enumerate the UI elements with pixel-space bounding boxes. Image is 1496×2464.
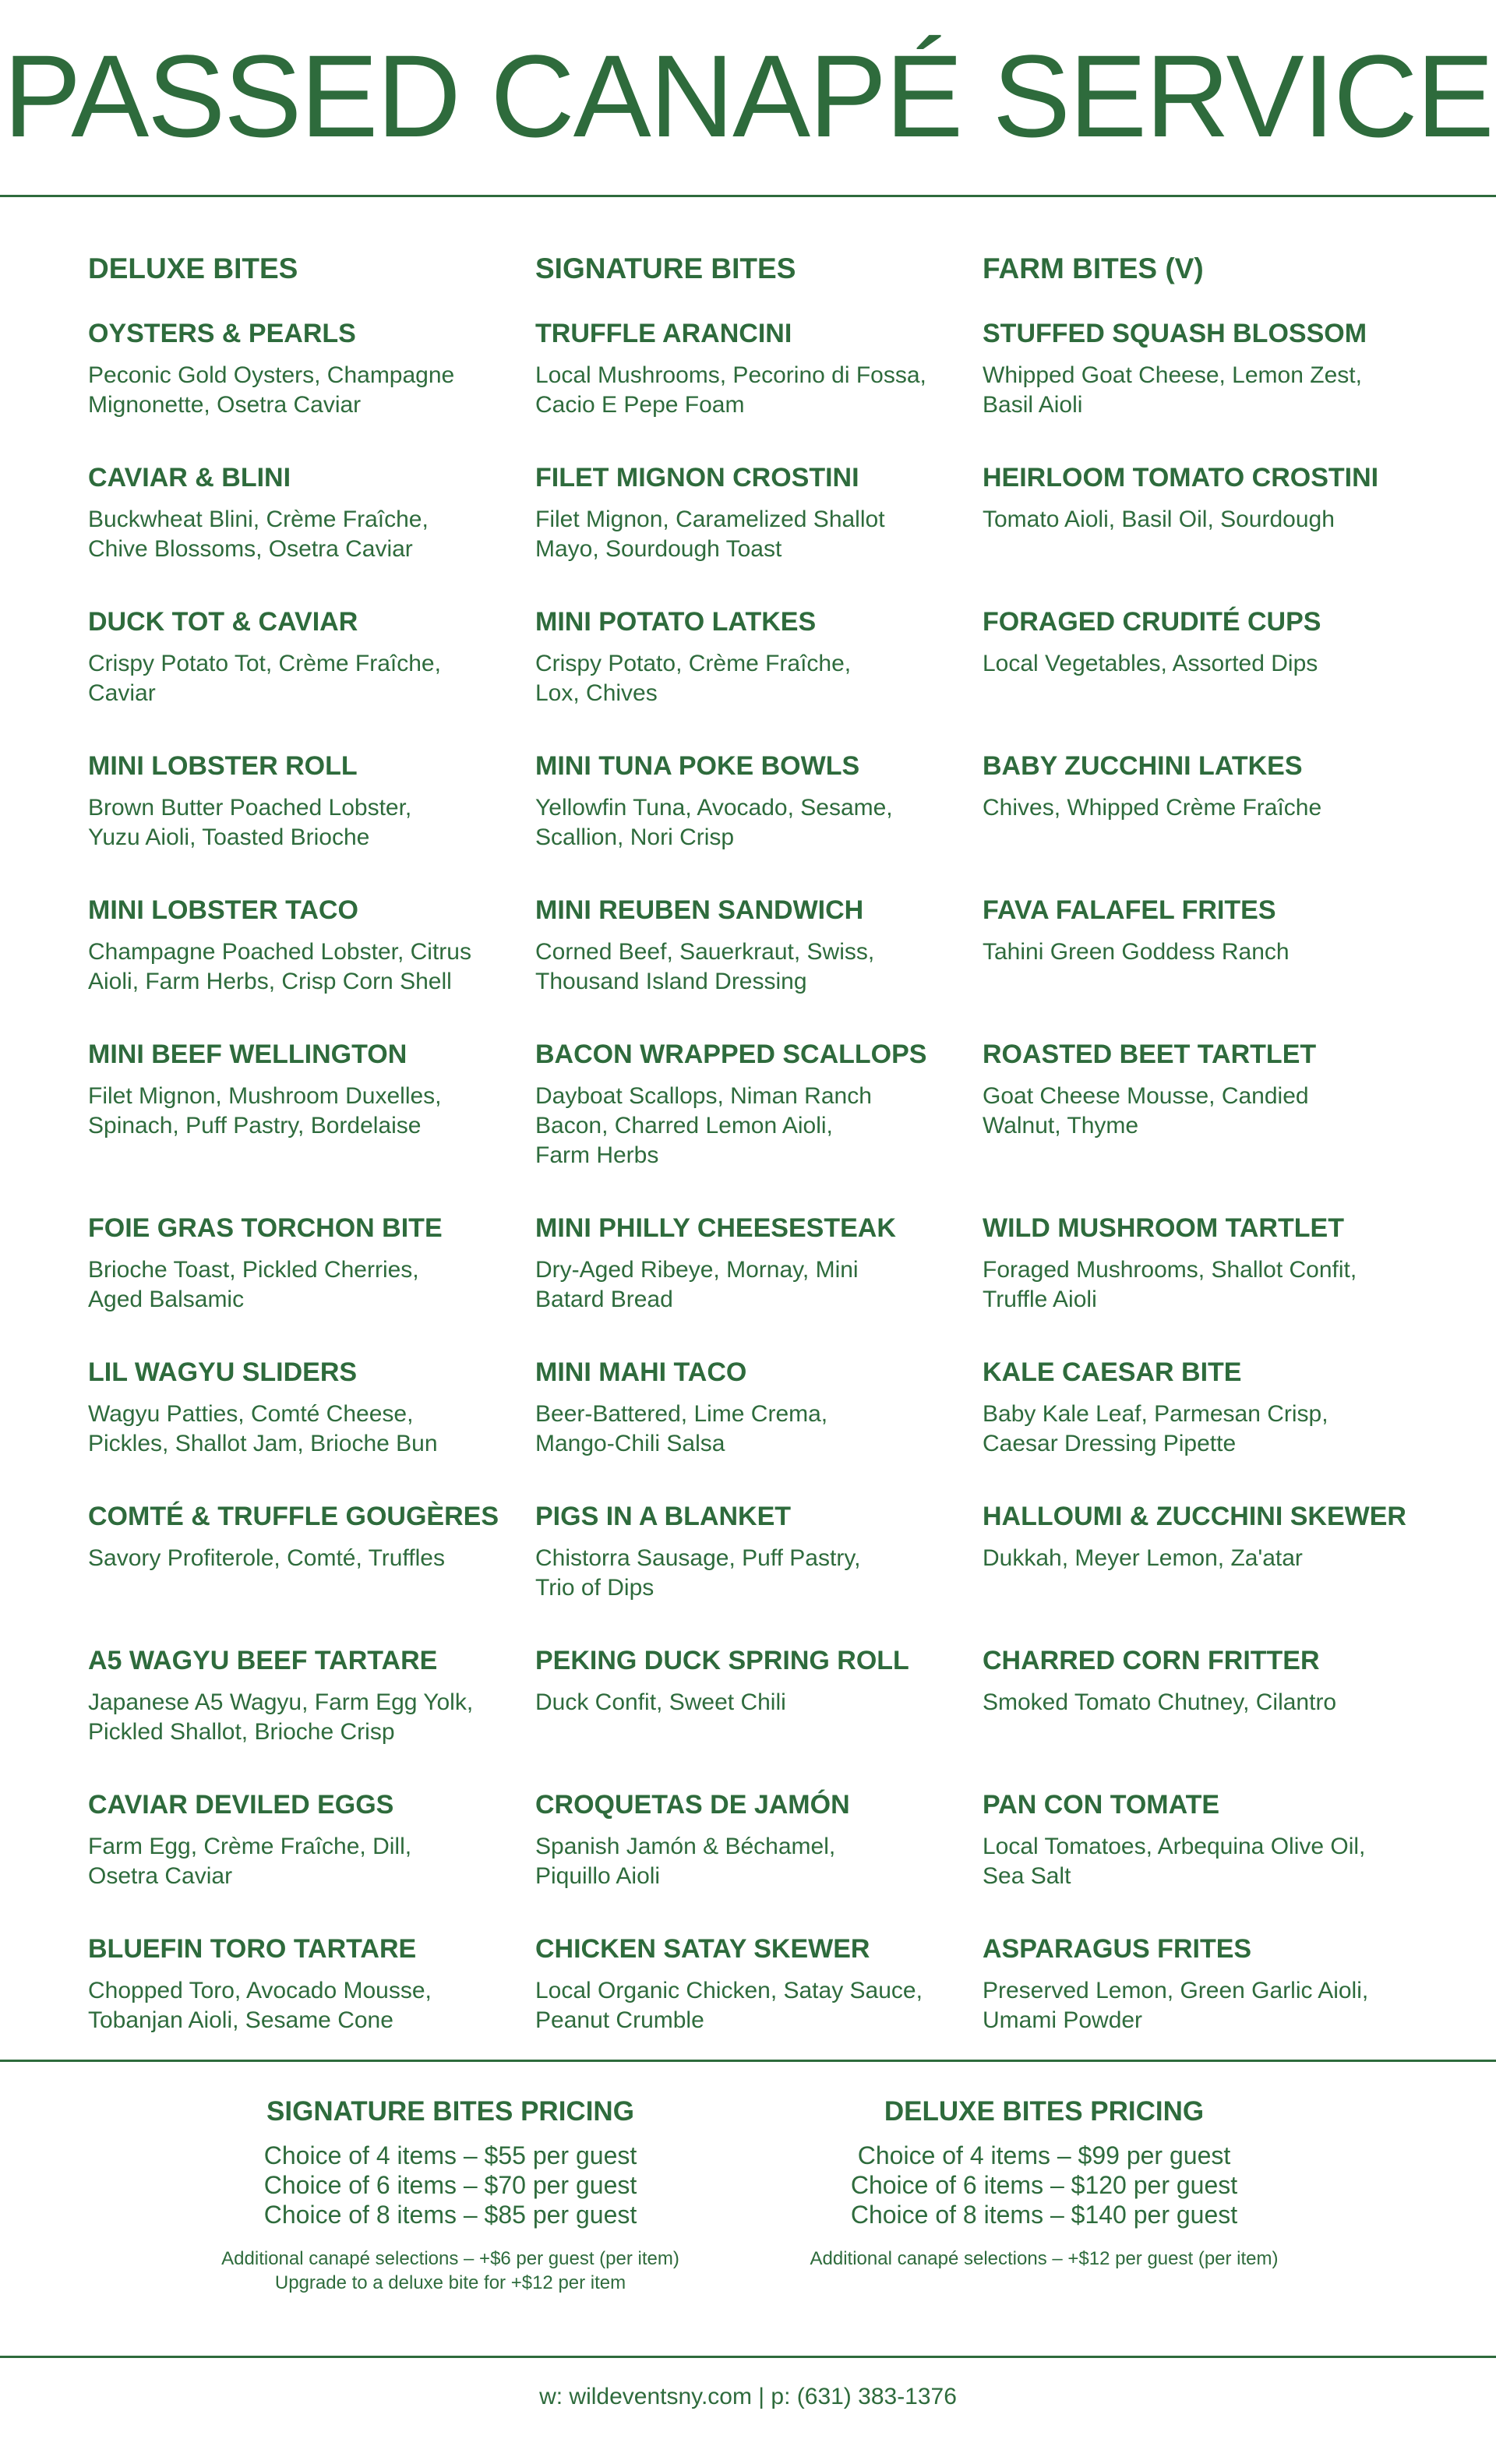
description-line: Caviar	[88, 680, 156, 706]
menu-item-description	[535, 1082, 968, 1170]
menu-item-name: MINI LOBSTER ROLL	[88, 751, 358, 781]
menu-item-description	[88, 1832, 520, 1891]
menu-item-name: CAVIAR & BLINI	[88, 463, 291, 492]
menu-item	[88, 1644, 520, 1747]
menu-item-name: FORAGED CRUDITÉ CUPS	[983, 607, 1321, 637]
menu-item	[983, 1038, 1415, 1170]
description-line: Dukkah, Meyer Lemon, Za'atar	[983, 1545, 1303, 1571]
menu-item-name: COMTÉ & TRUFFLE GOUGÈRES	[88, 1502, 499, 1531]
footer-divider	[0, 2356, 1496, 2358]
menu-item-description	[88, 1688, 520, 1747]
menu-item-description	[983, 505, 1415, 564]
menu-item	[535, 1356, 968, 1459]
menu-item-description	[88, 505, 520, 564]
menu-item-name: PAN CON TOMATE	[983, 1790, 1220, 1820]
description-line: Filet Mignon, Caramelized Shallot	[535, 507, 885, 532]
description-line: Local Mushrooms, Pecorino di Fossa,	[535, 362, 926, 388]
description-line: Peconic Gold Oysters, Champagne	[88, 362, 455, 388]
menu-item	[88, 1788, 520, 1891]
pricing-notes	[748, 2247, 1340, 2271]
description-line: Smoked Tomato Chutney, Cilantro	[983, 1689, 1337, 1715]
description-line: Farm Egg, Crème Fraîche, Dill,	[88, 1834, 412, 1859]
menu-item	[535, 1212, 968, 1315]
menu-item	[88, 1212, 520, 1315]
menu-item-description	[983, 1688, 1415, 1747]
menu-item	[535, 1038, 968, 1170]
menu-item-description	[535, 937, 968, 997]
menu-item-name: BACON WRAPPED SCALLOPS	[535, 1040, 927, 1069]
menu-item	[983, 1356, 1415, 1459]
menu-item-description	[983, 793, 1415, 853]
description-line: Yuzu Aioli, Toasted Brioche	[88, 824, 370, 850]
menu-item-name: OYSTERS & PEARLS	[88, 319, 356, 348]
menu-item-name: MINI TUNA POKE BOWLS	[535, 751, 860, 781]
description-line: Scallion, Nori Crisp	[535, 824, 735, 850]
menu-item-description	[88, 1255, 520, 1315]
description-line: Pickles, Shallot Jam, Brioche Bun	[88, 1431, 438, 1456]
menu-item-description	[535, 1255, 968, 1315]
deluxe-bites-column	[88, 249, 520, 2077]
description-line	[983, 1573, 1415, 1603]
menu-item-description	[88, 1976, 520, 2035]
menu-item-name: LIL WAGYU SLIDERS	[88, 1357, 358, 1387]
menu-item-description	[983, 1400, 1415, 1459]
menu-item	[983, 1933, 1415, 2035]
signature-bites-column	[535, 249, 968, 2077]
menu-item-name: MINI PHILLY CHEESESTEAK	[535, 1213, 896, 1243]
description-line: Foraged Mushrooms, Shallot Confit,	[983, 1257, 1357, 1283]
description-line: Savory Profiterole, Comté, Truffles	[88, 1545, 445, 1571]
menu-item-description	[535, 361, 968, 420]
menu-item-description	[535, 1400, 968, 1459]
description-line: Duck Confit, Sweet Chili	[535, 1689, 786, 1715]
menu-item-description	[983, 1255, 1415, 1315]
contact-footer: w: wildeventsny.com | p: (631) 383-1376	[539, 2384, 957, 2409]
description-line: Japanese A5 Wagyu, Farm Egg Yolk,	[88, 1689, 474, 1715]
menu-item-name: FILET MIGNON CROSTINI	[535, 463, 859, 492]
pricing-note: Additional canapé selections – +$12 per guest (per item)	[810, 2248, 1279, 2269]
menu-item	[88, 317, 520, 420]
menu-item	[983, 1788, 1415, 1891]
menu-item-description	[983, 1976, 1415, 2035]
header-divider	[0, 195, 1496, 197]
menu-item	[983, 317, 1415, 420]
menu-item	[983, 1212, 1415, 1315]
description-line: Dayboat Scallops, Niman Ranch	[535, 1083, 872, 1109]
description-line: Brown Butter Poached Lobster,	[88, 795, 412, 821]
description-line: Champagne Poached Lobster, Citrus	[88, 939, 471, 965]
menu-item-description	[983, 361, 1415, 420]
pricing-title: SIGNATURE BITES PRICING	[266, 2096, 634, 2127]
menu-item-name: HALLOUMI & ZUCCHINI SKEWER	[983, 1502, 1406, 1531]
menu-item-description	[983, 937, 1415, 997]
menu-item-description	[88, 1082, 520, 1170]
menu-item-name: KALE CAESAR BITE	[983, 1357, 1242, 1387]
menu-item-description	[535, 1976, 968, 2035]
menu-item	[535, 750, 968, 853]
description-line: Crispy Potato Tot, Crème Fraîche,	[88, 651, 441, 676]
menu-item-name: MINI REUBEN SANDWICH	[535, 895, 864, 925]
description-line: Chives, Whipped Crème Fraîche	[983, 795, 1322, 821]
description-line: Pickled Shallot, Brioche Crisp	[88, 1719, 395, 1745]
description-line: Chistorra Sausage, Puff Pastry,	[535, 1545, 861, 1571]
menu-item	[983, 750, 1415, 853]
description-line: Whipped Goat Cheese, Lemon Zest,	[983, 362, 1362, 388]
description-line	[88, 1141, 520, 1170]
description-line	[88, 1573, 520, 1603]
menu-item-description	[535, 1688, 968, 1747]
description-line: Local Vegetables, Assorted Dips	[983, 651, 1318, 676]
description-line: Tobanjan Aioli, Sesame Cone	[88, 2007, 393, 2033]
menu-item-name: FOIE GRAS TORCHON BITE	[88, 1213, 443, 1243]
menu-item	[88, 605, 520, 708]
pricing-note: Upgrade to a deluxe bite for +$12 per item	[274, 2272, 626, 2293]
menu-item-description	[88, 649, 520, 708]
menu-item-name: HEIRLOOM TOMATO CROSTINI	[983, 463, 1379, 492]
description-line: Chive Blossoms, Osetra Caviar	[88, 536, 413, 562]
page-title: PASSED CANAPÉ SERVICE	[3, 30, 1493, 161]
menu-item-description	[535, 793, 968, 853]
description-line: Yellowfin Tuna, Avocado, Sesame,	[535, 795, 893, 821]
pricing-title: DELUXE BITES PRICING	[884, 2096, 1205, 2127]
menu-item-name: CHICKEN SATAY SKEWER	[535, 1934, 870, 1964]
description-line: Walnut, Thyme	[983, 1113, 1139, 1138]
menu-item-description	[983, 1082, 1415, 1170]
description-line: Aioli, Farm Herbs, Crisp Corn Shell	[88, 969, 452, 994]
menu-item	[535, 894, 968, 997]
menu-item-description	[535, 505, 968, 564]
description-line: Caesar Dressing Pipette	[983, 1431, 1237, 1456]
menu-item-name: PEKING DUCK SPRING ROLL	[535, 1646, 909, 1675]
description-line: Aged Balsamic	[88, 1287, 245, 1312]
menu-item-description	[535, 1832, 968, 1891]
menu-item	[535, 1788, 968, 1891]
pricing-option: Choice of 6 items – $120 per guest	[850, 2171, 1238, 2199]
description-line: Trio of Dips	[535, 1575, 654, 1601]
description-line: Wagyu Patties, Comté Cheese,	[88, 1401, 414, 1427]
column-title: DELUXE BITES	[88, 252, 298, 284]
description-line	[983, 1141, 1415, 1170]
description-line: Osetra Caviar	[88, 1863, 233, 1889]
menu-item-description	[88, 793, 520, 853]
description-line: Mignonette, Osetra Caviar	[88, 392, 362, 418]
description-line: Crispy Potato, Crème Fraîche,	[535, 651, 852, 676]
menu-item	[88, 1356, 520, 1459]
description-line: Umami Powder	[983, 2007, 1143, 2033]
menu-item-description	[983, 1544, 1415, 1603]
menu-item	[535, 1644, 968, 1747]
pricing-note: Additional canapé selections – +$6 per guest (per item)	[221, 2248, 679, 2269]
menu-item-description	[88, 1544, 520, 1603]
description-line: Bacon, Charred Lemon Aioli,	[535, 1113, 833, 1138]
menu-item-name: BABY ZUCCHINI LATKES	[983, 751, 1303, 781]
menu-item	[535, 1500, 968, 1603]
description-line: Corned Beef, Sauerkraut, Swiss,	[535, 939, 875, 965]
menu-item	[88, 894, 520, 997]
menu-item	[535, 605, 968, 708]
menu-item	[88, 750, 520, 853]
description-line: Dry-Aged Ribeye, Mornay, Mini	[535, 1257, 859, 1283]
description-line: Farm Herbs	[535, 1142, 659, 1168]
description-line: Batard Bread	[535, 1287, 673, 1312]
pricing-divider	[0, 2060, 1496, 2062]
description-line: Lox, Chives	[535, 680, 658, 706]
menu-item-name: CHARRED CORN FRITTER	[983, 1646, 1320, 1675]
description-line: Cacio E Pepe Foam	[535, 392, 745, 418]
menu-item-name: ASPARAGUS FRITES	[983, 1934, 1252, 1964]
menu-item-name: MINI BEEF WELLINGTON	[88, 1040, 408, 1069]
description-line: Buckwheat Blini, Crème Fraîche,	[88, 507, 429, 532]
menu-item-name: MINI LOBSTER TACO	[88, 895, 358, 925]
menu-item	[535, 317, 968, 420]
menu-item-description	[535, 1544, 968, 1603]
description-line: Mango-Chili Salsa	[535, 1431, 725, 1456]
menu-item	[983, 605, 1415, 708]
description-line: Spanish Jamón & Béchamel,	[535, 1834, 836, 1859]
description-line: Filet Mignon, Mushroom Duxelles,	[88, 1083, 442, 1109]
menu-item	[88, 1500, 520, 1603]
description-line: Mayo, Sourdough Toast	[535, 536, 782, 562]
menu-item-name: WILD MUSHROOM TARTLET	[983, 1213, 1344, 1243]
description-line	[983, 967, 1415, 997]
description-line: Tomato Aioli, Basil Oil, Sourdough	[983, 507, 1335, 532]
menu-item	[983, 1500, 1415, 1603]
menu-item	[983, 1644, 1415, 1747]
description-line: Piquillo Aioli	[535, 1863, 661, 1889]
menu-item-name: TRUFFLE ARANCINI	[535, 319, 792, 348]
pricing-option: Choice of 4 items – $55 per guest	[263, 2141, 637, 2169]
pricing-option: Choice of 6 items – $70 per guest	[263, 2171, 637, 2199]
menu-item	[535, 1933, 968, 2035]
menu-item	[983, 894, 1415, 997]
farm-bites-column	[983, 249, 1415, 2077]
deluxe-pricing	[748, 2092, 1340, 2271]
description-line	[983, 1717, 1415, 1747]
description-line	[983, 679, 1415, 708]
menu-item-name: CROQUETAS DE JAMÓN	[535, 1790, 850, 1820]
menu-item-name: BLUEFIN TORO TARTARE	[88, 1934, 417, 1964]
description-line: Truffle Aioli	[983, 1287, 1097, 1312]
pricing-option: Choice of 4 items – $99 per guest	[857, 2141, 1231, 2169]
description-line: Beer-Battered, Lime Crema,	[535, 1401, 828, 1427]
description-line: Local Organic Chicken, Satay Sauce,	[535, 1978, 923, 2003]
description-line: Brioche Toast, Pickled Cherries,	[88, 1257, 419, 1283]
description-line: Thousand Island Dressing	[535, 969, 807, 994]
pricing-option: Choice of 8 items – $140 per guest	[850, 2201, 1238, 2229]
description-line: Tahini Green Goddess Ranch	[983, 939, 1290, 965]
menu-item-name: DUCK TOT & CAVIAR	[88, 607, 358, 637]
description-line: Local Tomatoes, Arbequina Olive Oil,	[983, 1834, 1366, 1859]
menu-item	[88, 461, 520, 564]
column-title: FARM BITES (V)	[983, 252, 1204, 284]
menu-item-name: A5 WAGYU BEEF TARTARE	[88, 1646, 438, 1675]
menu-item-description	[983, 1832, 1415, 1891]
menu-item	[88, 1038, 520, 1170]
menu-item-name: STUFFED SQUASH BLOSSOM	[983, 319, 1367, 348]
menu-item	[88, 1933, 520, 2035]
menu-item	[535, 461, 968, 564]
menu-item-description	[983, 649, 1415, 708]
description-line: Basil Aioli	[983, 392, 1083, 418]
menu-item-description	[535, 649, 968, 708]
menu-item-description	[88, 937, 520, 997]
column-title: SIGNATURE BITES	[535, 252, 796, 284]
description-line: Goat Cheese Mousse, Candied	[983, 1083, 1309, 1109]
description-line: Baby Kale Leaf, Parmesan Crisp,	[983, 1401, 1328, 1427]
menu-item-name: CAVIAR DEVILED EGGS	[88, 1790, 394, 1820]
description-line	[535, 1717, 968, 1747]
menu-item-name: MINI MAHI TACO	[535, 1357, 747, 1387]
description-line: Sea Salt	[983, 1863, 1071, 1889]
menu-item-description	[88, 361, 520, 420]
description-line: Preserved Lemon, Green Garlic Aioli,	[983, 1978, 1369, 2003]
pricing-option: Choice of 8 items – $85 per guest	[263, 2201, 637, 2229]
description-line	[983, 535, 1415, 564]
menu-item-name: ROASTED BEET TARTLET	[983, 1040, 1317, 1069]
signature-pricing	[154, 2092, 746, 2295]
menu-item-name: PIGS IN A BLANKET	[535, 1502, 792, 1531]
menu-item-description	[88, 1400, 520, 1459]
menu-item	[983, 461, 1415, 564]
description-line: Chopped Toro, Avocado Mousse,	[88, 1978, 432, 2003]
description-line: Peanut Crumble	[535, 2007, 704, 2033]
menu-item-name: FAVA FALAFEL FRITES	[983, 895, 1276, 925]
menu-item-name: MINI POTATO LATKES	[535, 607, 817, 637]
description-line: Spinach, Puff Pastry, Bordelaise	[88, 1113, 422, 1138]
pricing-notes	[154, 2247, 746, 2295]
description-line	[983, 823, 1415, 853]
